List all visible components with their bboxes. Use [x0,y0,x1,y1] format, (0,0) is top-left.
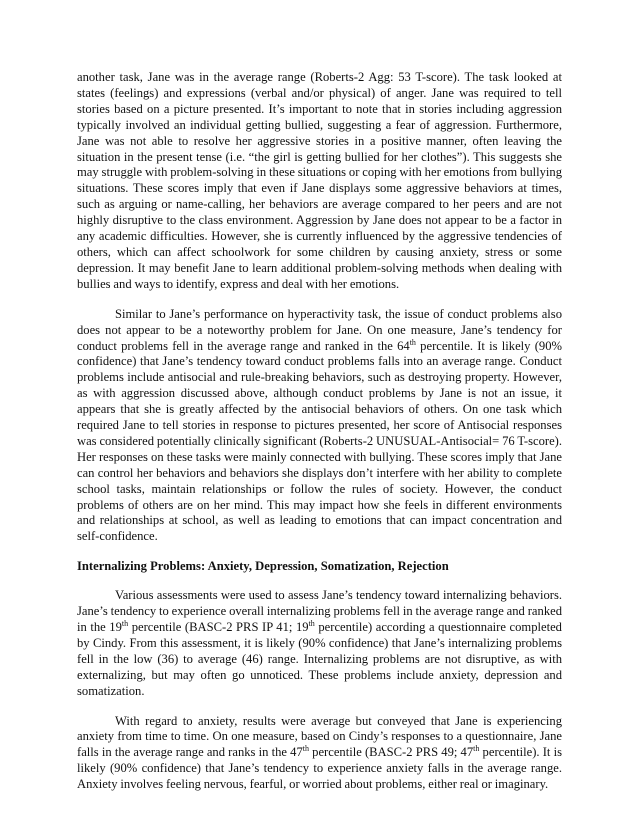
paragraph-aggression: another task, Jane was in the average range (Roberts-2 Agg: 53 T-score). The task looked at states (feelings) and expressions (verbal and/or physical) of anger. Jane was required to tell stories based on a picture presented. It’s important to note that in stories including aggression typically involved an individual getting bullied, suggesting a fear of aggression. Furthermore, Jane was not able to resolve her aggressive stories in a positive manner, often leaving the situation in the present tense (i.e. “the girl is getting bullied for her clothes”). This suggests she may struggle with problem-solving in these situations or coping with her emotions from bullying situations. These scores imply that even if Jane displays some aggressive behaviors at times, such as arguing or name-calling, her behaviors are average compared to her peers and are not highly disruptive to the class environment. Aggression by Jane does not appear to be a factor in any academic difficulties. However, she is currently influenced by the aggressive tendencies of others, which can affect schoolwork for some children by causing anxiety, stress or some depression. It may benefit Jane to learn additional problem-solving methods when dealing with bullies and ways to identify, express and deal with her emotions. [77,70,562,291]
text-segment: With regard to anxiety, results were average but conveyed that Jane is experiencing anxiety from time to time. On one measure, based on Cindy’s responses to a questionnaire, Jane falls in the average range and ranks in the 47 [77,713,562,760]
text-segment: percentile. It is likely (90% confidence) that Jane’s tendency toward conduct problems falls into an average range. Conduct problems include antisocial and rule-breaking behaviors, such as destroying property. However, as with aggression discussed above, although conduct problems by Jane is not an issue, it appears that she is greatly affected by the antisocial behaviors of others. On one task which required Jane to tell stories in response to pictures presented, her score of Antisocial responses was considered potentially clinically significant (Roberts-2 UNUSUAL-Antisocial= 76 T-score). Her responses on these tasks were mainly connected with bullying. These scores imply that Jane can control her behaviors and behaviors she displays don’t interfere with her ability to complete school tasks, maintain relationships or follow the rules of society. However, the conduct problems of others are on her mind. This may impact how she feels in different environments and relationships at school, as well as leading to emotions that can impact concentration and self-confidence. [77,338,562,544]
paragraph-anxiety [77,714,562,794]
superscript: th [121,618,129,628]
text-segment: percentile (BASC-2 PRS 49; 47 [308,745,474,760]
text-segment: percentile) according a questionnaire completed by Cindy. From this assessment, it is likely (90% confidence) that Jane’s internalizing problems fell in the low (36) to average (46) range. Internalizing problems are not disruptive, as with externalizing, but may often go unnoticed. These problems include anxiety, depression and somatization. [77,620,562,698]
superscript: th [409,337,416,347]
text-segment: Similar to Jane’s performance on hyperactivity task, the issue of conduct problems also does not appear to be a noteworthy problem for Jane. On one measure, Jane’s tendency for conduct problems fell in the average range and ranked in the 64 [77,306,562,353]
superscript: th [302,744,309,754]
superscript: th [473,744,480,754]
paragraph-conduct-problems [77,307,562,546]
section-heading: Internalizing Problems: Anxiety, Depression, Somatization, Rejection [77,559,449,574]
paragraph-internalizing [77,588,562,699]
superscript: th [308,618,315,628]
text-segment: percentile). It is likely (90% confidence) that Jane’s tendency to experience anxiety falls in the average range. Anxiety involves feeling nervous, fearful, or worried about problems, either real or imaginary. [77,745,562,792]
text-segment: percentile (BASC-2 PRS IP 41; 19 [128,620,309,634]
text-segment: Various assessments were used to assess Jane’s tendency toward internalizing behaviors. Jane’s tendency to experience overall internalizing problems fell in the average range and ranked in the 19 [77,588,562,634]
